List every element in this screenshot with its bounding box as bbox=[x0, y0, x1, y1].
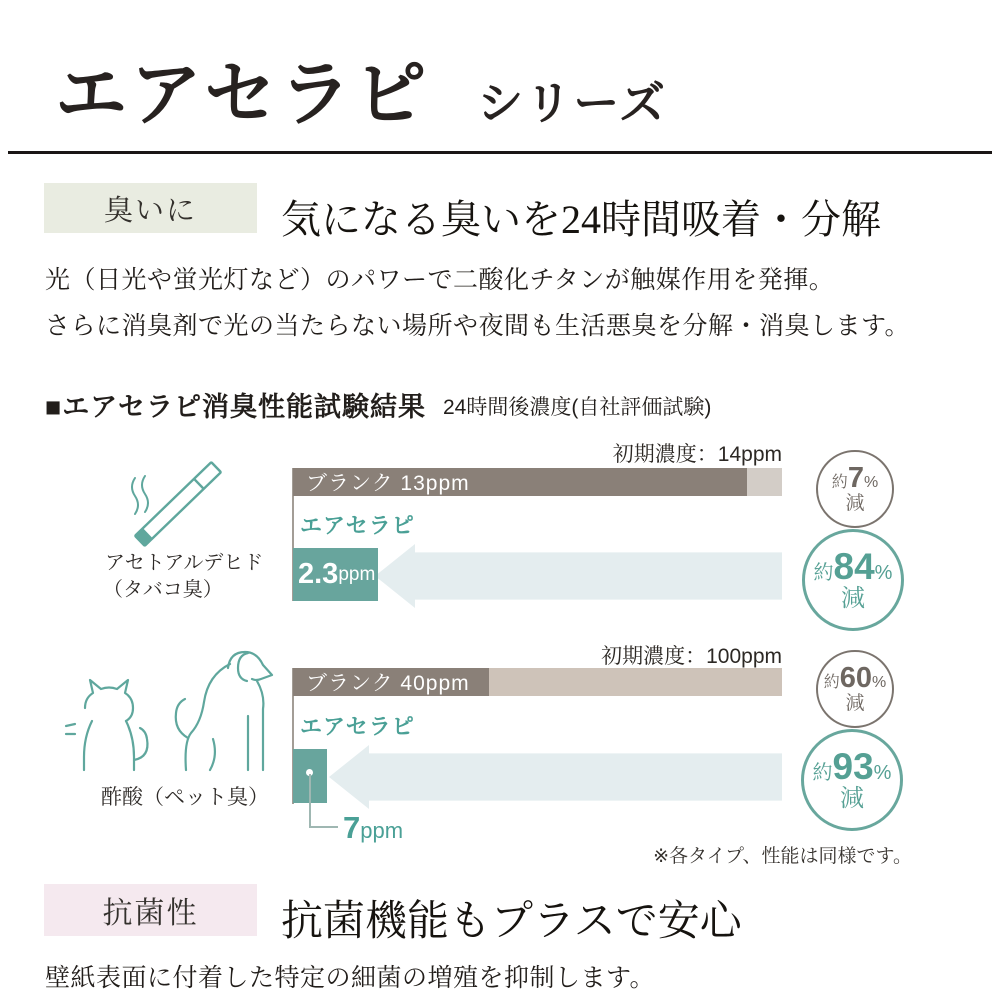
blank-bar-fill bbox=[293, 668, 489, 696]
substance-name: 酢酸（ペット臭） bbox=[101, 786, 269, 809]
blank-bar-label: ブランク 40ppm bbox=[306, 672, 470, 695]
reduction-prefix: 約 bbox=[813, 561, 834, 584]
reduction-value: 7 bbox=[847, 461, 864, 494]
initial-concentration-label: 初期濃度：100ppm bbox=[601, 645, 782, 668]
initial-concentration-label: 初期濃度：14ppm bbox=[612, 443, 782, 466]
reduction-arrow bbox=[329, 745, 782, 809]
blank-bar bbox=[293, 468, 782, 496]
blank-bar-fill bbox=[293, 468, 747, 496]
antibacterial-badge: 抗菌性 bbox=[44, 884, 257, 936]
title-main: エアセラピ bbox=[55, 55, 430, 135]
reduction-value: 84 bbox=[833, 545, 875, 587]
substance-name: アセトアルデヒド bbox=[105, 552, 264, 574]
callout-line-horizontal bbox=[309, 826, 338, 828]
reduction-prefix: 約 bbox=[831, 473, 848, 491]
odor-badge: 臭いに bbox=[44, 183, 257, 233]
reduction-value: 93 bbox=[832, 745, 874, 787]
test-results-title: ■エアセラピ消臭性能試験結果 bbox=[45, 392, 427, 422]
product-label: エアセラピ bbox=[300, 513, 415, 538]
product-value: 2.3 bbox=[298, 558, 339, 590]
product-bar bbox=[293, 548, 378, 601]
antibacterial-heading: 抗菌機能もプラスで安心 bbox=[281, 899, 742, 945]
reduction-prefix: 約 bbox=[823, 673, 840, 691]
blank-reduction-line bbox=[831, 461, 879, 494]
blank-reduction-line bbox=[823, 661, 887, 694]
chart-acetaldehyde bbox=[0, 430, 1000, 630]
title-divider bbox=[8, 151, 992, 154]
reduction-suffix: 減 bbox=[845, 692, 865, 714]
reduction-arrow bbox=[375, 544, 782, 608]
reduction-suffix: 減 bbox=[840, 784, 864, 812]
cigarette-icon bbox=[103, 452, 245, 550]
reduction-value: 60 bbox=[839, 661, 873, 694]
product-label: エアセラピ bbox=[300, 714, 415, 739]
dog-cat-icon bbox=[52, 642, 297, 782]
reduction-prefix: 約 bbox=[812, 761, 833, 784]
charts-footnote: ※各タイプ、性能は同様です。 bbox=[653, 846, 912, 867]
callout-line-vertical bbox=[309, 774, 311, 828]
blank-reduction-circle bbox=[816, 650, 894, 728]
odor-body-line1: 光（日光や蛍光灯など）のパワーで二酸化チタンが触媒作用を発揮。 bbox=[45, 267, 835, 294]
reduction-suffix: 減 bbox=[841, 584, 865, 612]
odor-heading: 気になる臭いを24時間吸着・分解 bbox=[281, 197, 881, 242]
reduction-percent: % bbox=[863, 473, 879, 491]
title-suffix: シリーズ bbox=[477, 77, 667, 129]
product-value-callout bbox=[343, 810, 403, 846]
product-reduction-circle bbox=[801, 729, 903, 831]
chart-acetic-acid bbox=[0, 630, 1000, 870]
blank-bar bbox=[293, 668, 782, 696]
product-reduction-circle bbox=[802, 529, 904, 631]
product-unit: ppm bbox=[338, 563, 376, 585]
odor-body-line2: さらに消臭剤で光の当たらない場所や夜間も生活悪臭を分解・消臭します。 bbox=[45, 313, 911, 340]
antibacterial-body: 壁紙表面に付着した特定の細菌の増殖を抑制します。 bbox=[45, 965, 656, 992]
page-title bbox=[55, 36, 667, 140]
product-reduction-line bbox=[813, 545, 893, 587]
reduction-percent: % bbox=[872, 673, 887, 691]
blank-bar-label: ブランク 13ppm bbox=[306, 472, 470, 495]
product-reduction-line bbox=[812, 745, 892, 787]
substance-note: （タバコ臭） bbox=[103, 579, 223, 601]
test-results-subtitle: 24時間後濃度(自社評価試験) bbox=[443, 396, 712, 419]
product-value: 7 bbox=[343, 810, 361, 845]
reduction-suffix: 減 bbox=[845, 492, 865, 514]
reduction-percent: % bbox=[873, 761, 892, 784]
reduction-percent: % bbox=[874, 561, 893, 584]
product-unit: ppm bbox=[360, 818, 404, 843]
blank-reduction-circle bbox=[816, 450, 894, 528]
